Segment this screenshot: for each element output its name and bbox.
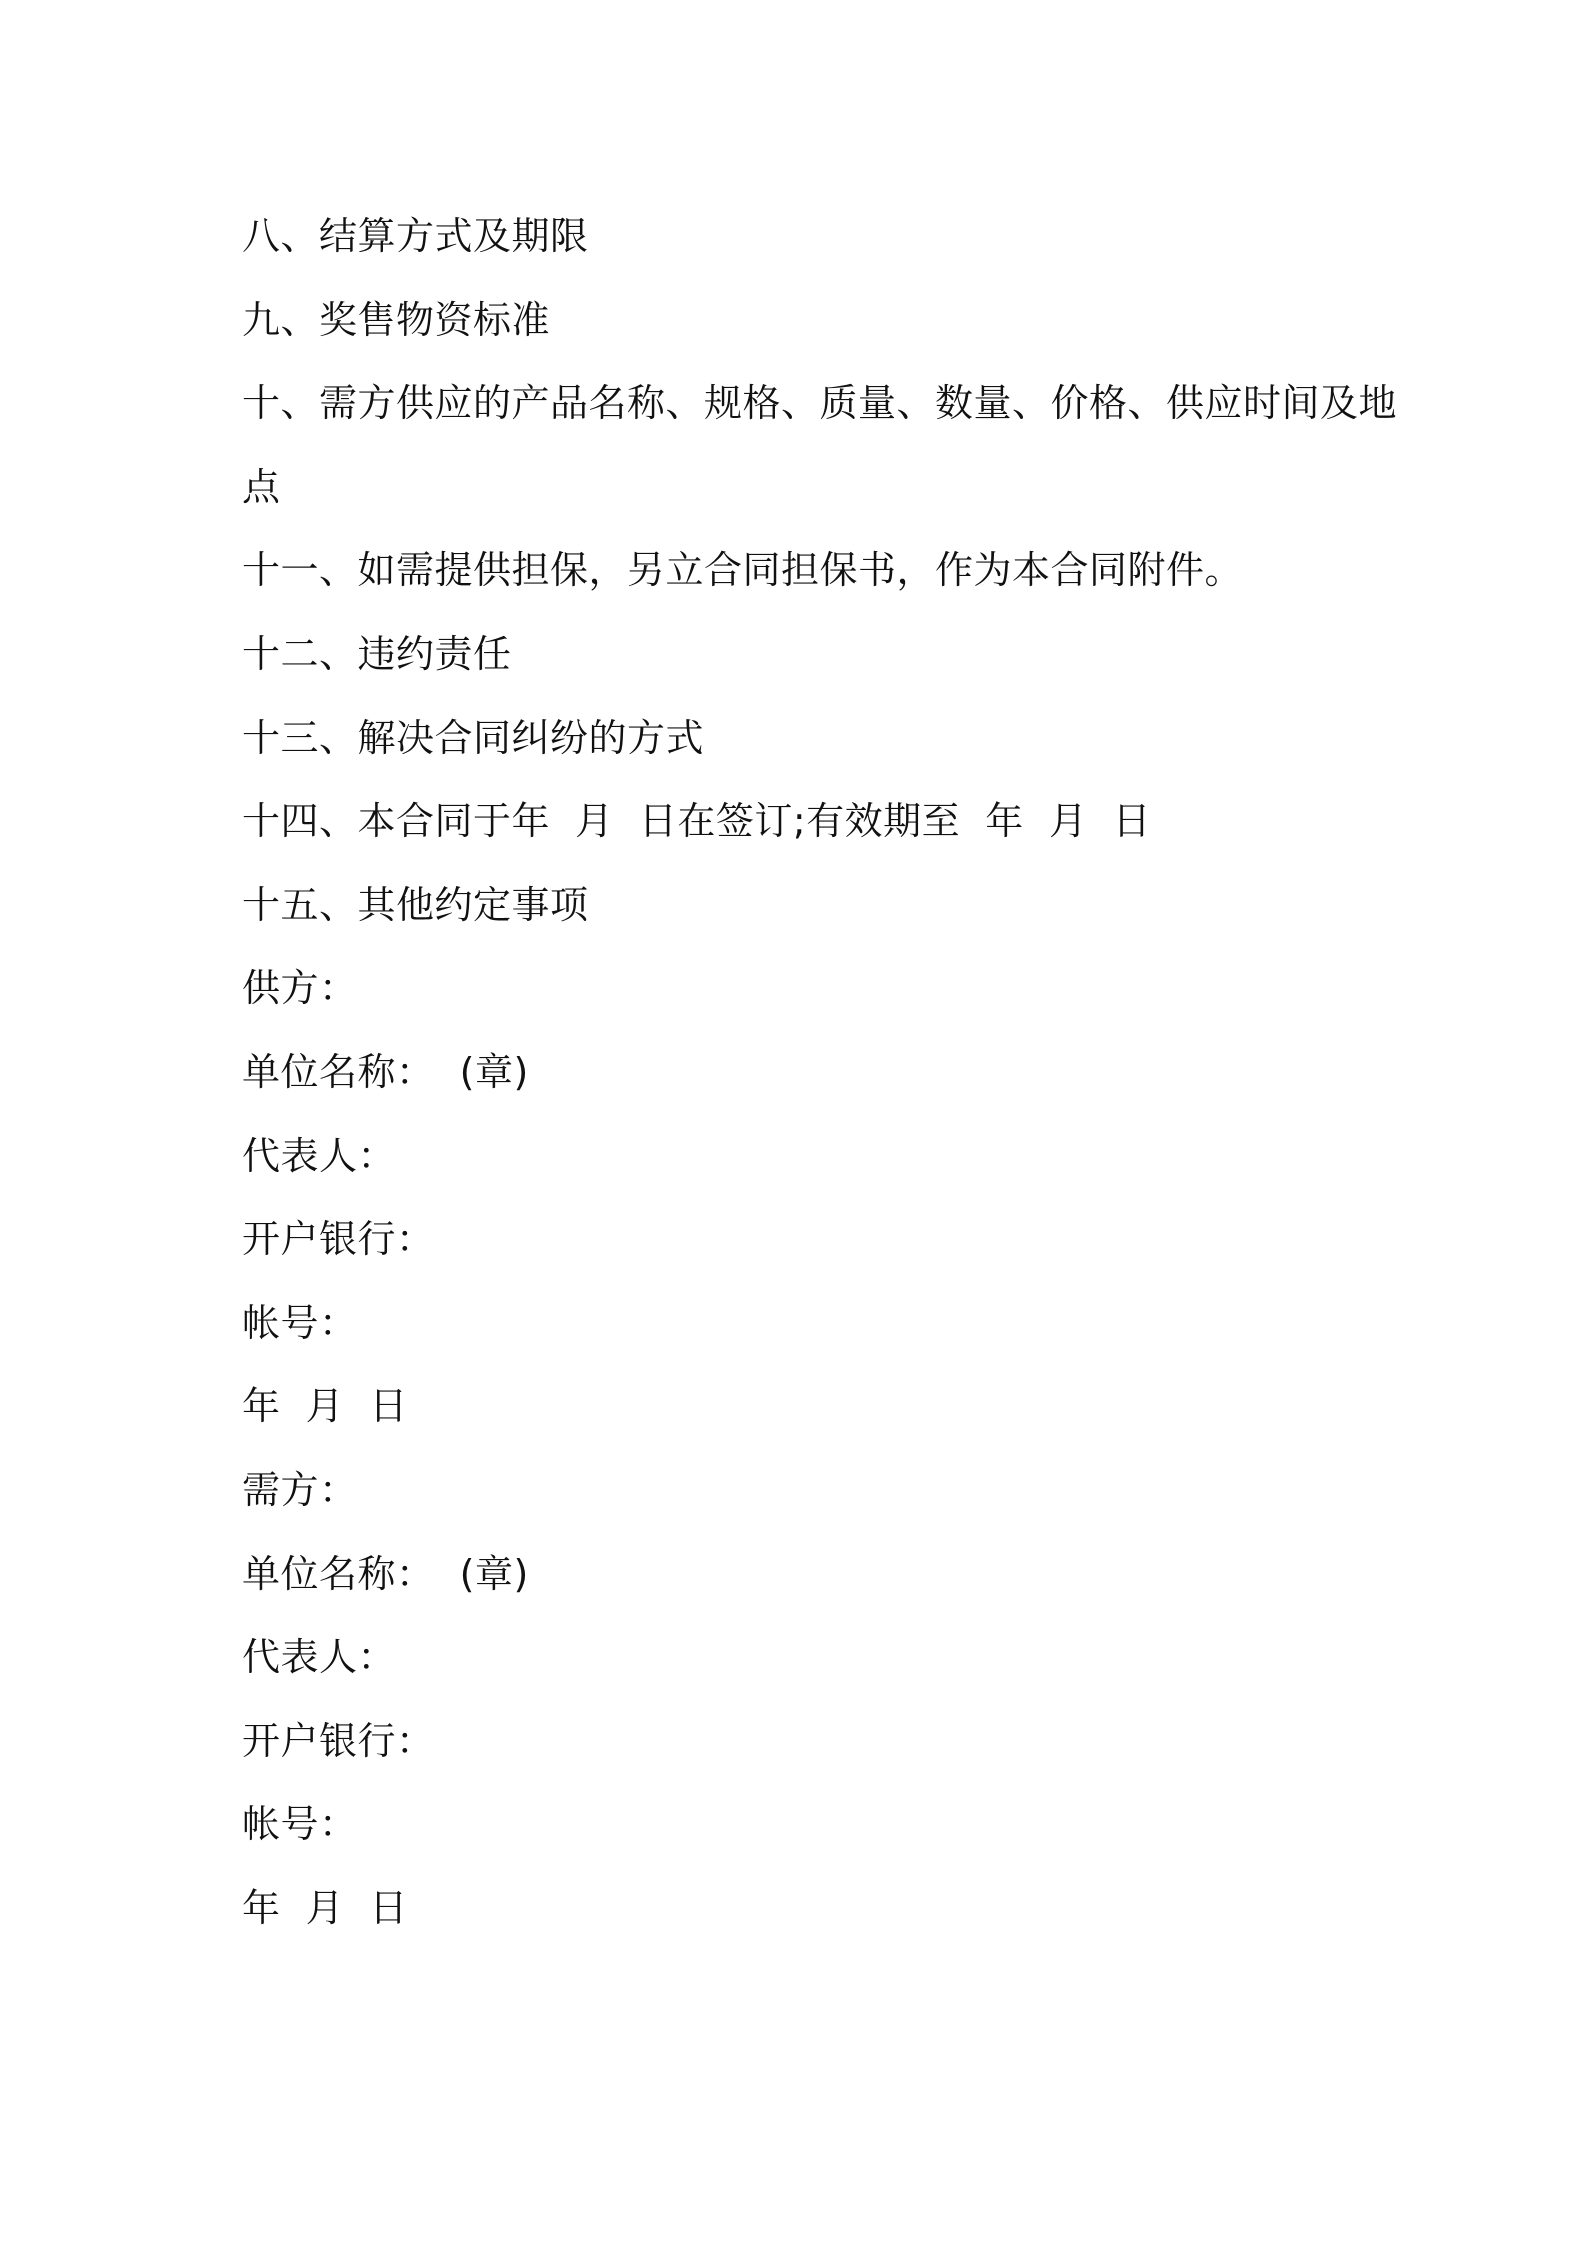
supplier-account: 帐号： (242, 1300, 358, 1345)
supplier-bank: 开户银行： (242, 1217, 435, 1262)
clause-12-liability: 十二、违约责任 (242, 631, 512, 676)
buyer-account: 帐号： (242, 1802, 358, 1847)
clause-14-signing-date: 十四、本合同于年 月 日在签订;有效期至 年 月 日 (242, 799, 1152, 844)
clause-8-settlement: 八、结算方式及期限 (242, 214, 589, 258)
clause-15-other: 十五、其他约定事项 (242, 882, 589, 927)
buyer-date: 年 月 日 (242, 1885, 408, 1930)
buyer-heading: 需方： (242, 1467, 358, 1512)
supplier-date: 年 月 日 (242, 1384, 408, 1429)
document-body (242, 195, 1398, 1950)
clause-9-incentive-materials: 九、奖售物资标准 (242, 297, 551, 342)
clause-13-disputes: 十三、解决合同纠纷的方式 (242, 715, 705, 760)
clause-10-products: 十、需方供应的产品名称、规格、质量、数量、价格、供应时间及地 (242, 381, 1398, 426)
clause-11-guarantee: 十一、如需提供担保，另立合同担保书，作为本合同附件。 (242, 548, 1244, 593)
buyer-unit-name: 单位名称： (章) (242, 1551, 529, 1596)
buyer-bank: 开户银行： (242, 1718, 435, 1763)
clause-10-continuation: 点 (242, 464, 281, 509)
supplier-representative: 代表人： (242, 1133, 397, 1178)
buyer-representative: 代表人： (242, 1635, 397, 1680)
supplier-heading: 供方： (242, 966, 358, 1011)
supplier-unit-name: 单位名称： (章) (242, 1049, 529, 1094)
